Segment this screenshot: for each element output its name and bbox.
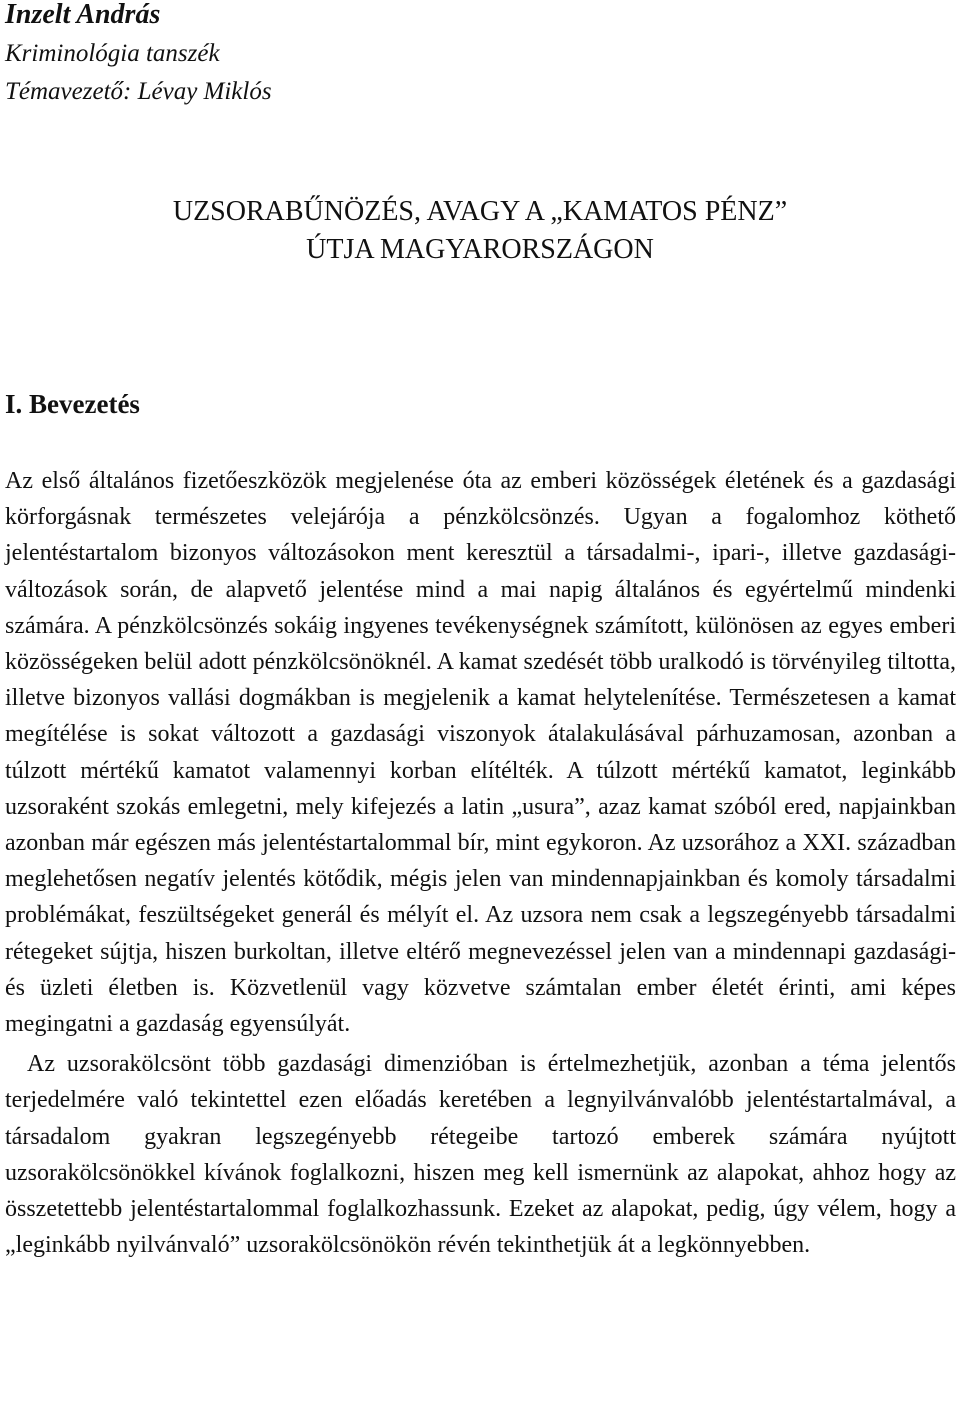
paragraph-2: Az uzsorakölcsönt több gazdasági dimenzióban is értelmezhetjük, azonban a téma jelentős terjedelmére való tekintettel ezen előadás keretében a legnyilvánvalóbb jelentéstartalmával, a társadalom gyakran legszegényebb rétegeibe tartozó emberek számára nyújtott uzsorakölcsönökkel kívánok foglalkozni, hiszen meg kell ismernünk az alapokat, ahhoz hogy az összetettebb jelentéstartalommal foglalkozhassunk. Ezeket az alapokat, pedig, úgy vélem, hogy a „leginkább nyilvánvaló” uzsorakölcsönökön révén tekinthetjük át a legkönnyebben. <box>5 1051 956 1259</box>
document-title <box>0 193 960 269</box>
section-heading: I. Bevezetés <box>5 389 140 419</box>
body-text <box>5 463 956 1263</box>
supervisor-line: Témavezető: Lévay Miklós <box>5 78 272 105</box>
title-line-2: ÚTJA MAGYARORSZÁGON <box>306 234 654 265</box>
paragraph-1: Az első általános fizetőeszközök megjelenése óta az emberi közösségek életének és a gazdasági körforgásnak természetes velejárója a pénzkölcsönzés. Ugyan a fogalomhoz köthető jelentéstartalom bizonyos változásokon ment keresztül a társadalmi-, ipari-, illetve gazdasági- változások során, de alapvető jelentése mind a mai napig általános és egyértelmű mindenki számára. A pénzkölcsönzés sokáig ingyenes tevékenységnek számított, különösen az egyes emberi közösségeken belül adott pénzkölcsönöknél. A kamat szedését több uralkodó is törvényileg tiltotta, illetve bizonyos vallási dogmákban is megjelenik a kamat helytelenítése. Természetesen a kamat megítélése is sokat változott a gazdasági viszonyok átalakulásával párhuzamosan, azonban a túlzott mértékű kamatot valamennyi korban elítélték. A túlzott mértékű kamatot, leginkább uzsoraként szokás emlegetni, mely kifejezés a latin „usura”, azaz kamat szóból ered, napjainkban azonban már egészen más jelentéstartalommal bír, mint egykoron. Az uzsorához a XXI. században meglehetősen negatív jelentés kötődik, mégis jelen van mindennapjainkban és komoly társadalmi problémákat, feszültségeket generál és mélyít el. Az uzsora nem csak a legszegényebb társadalmi rétegeket sújtja, hiszen burkoltan, illetve eltérő megnevezéssel jelen van a mindennapi gazdasági- és üzleti életben is. Közvetlenül vagy közvetve számtalan ember életét érinti, ami képes megingatni a gazdaság egyensúlyát. <box>5 468 956 1038</box>
author-name: Inzelt András <box>5 0 161 30</box>
department-name: Kriminológia tanszék <box>5 40 220 67</box>
title-line-1: UZSORABŰNÖZÉS, AVAGY A „KAMATOS PÉNZ” <box>172 196 788 227</box>
